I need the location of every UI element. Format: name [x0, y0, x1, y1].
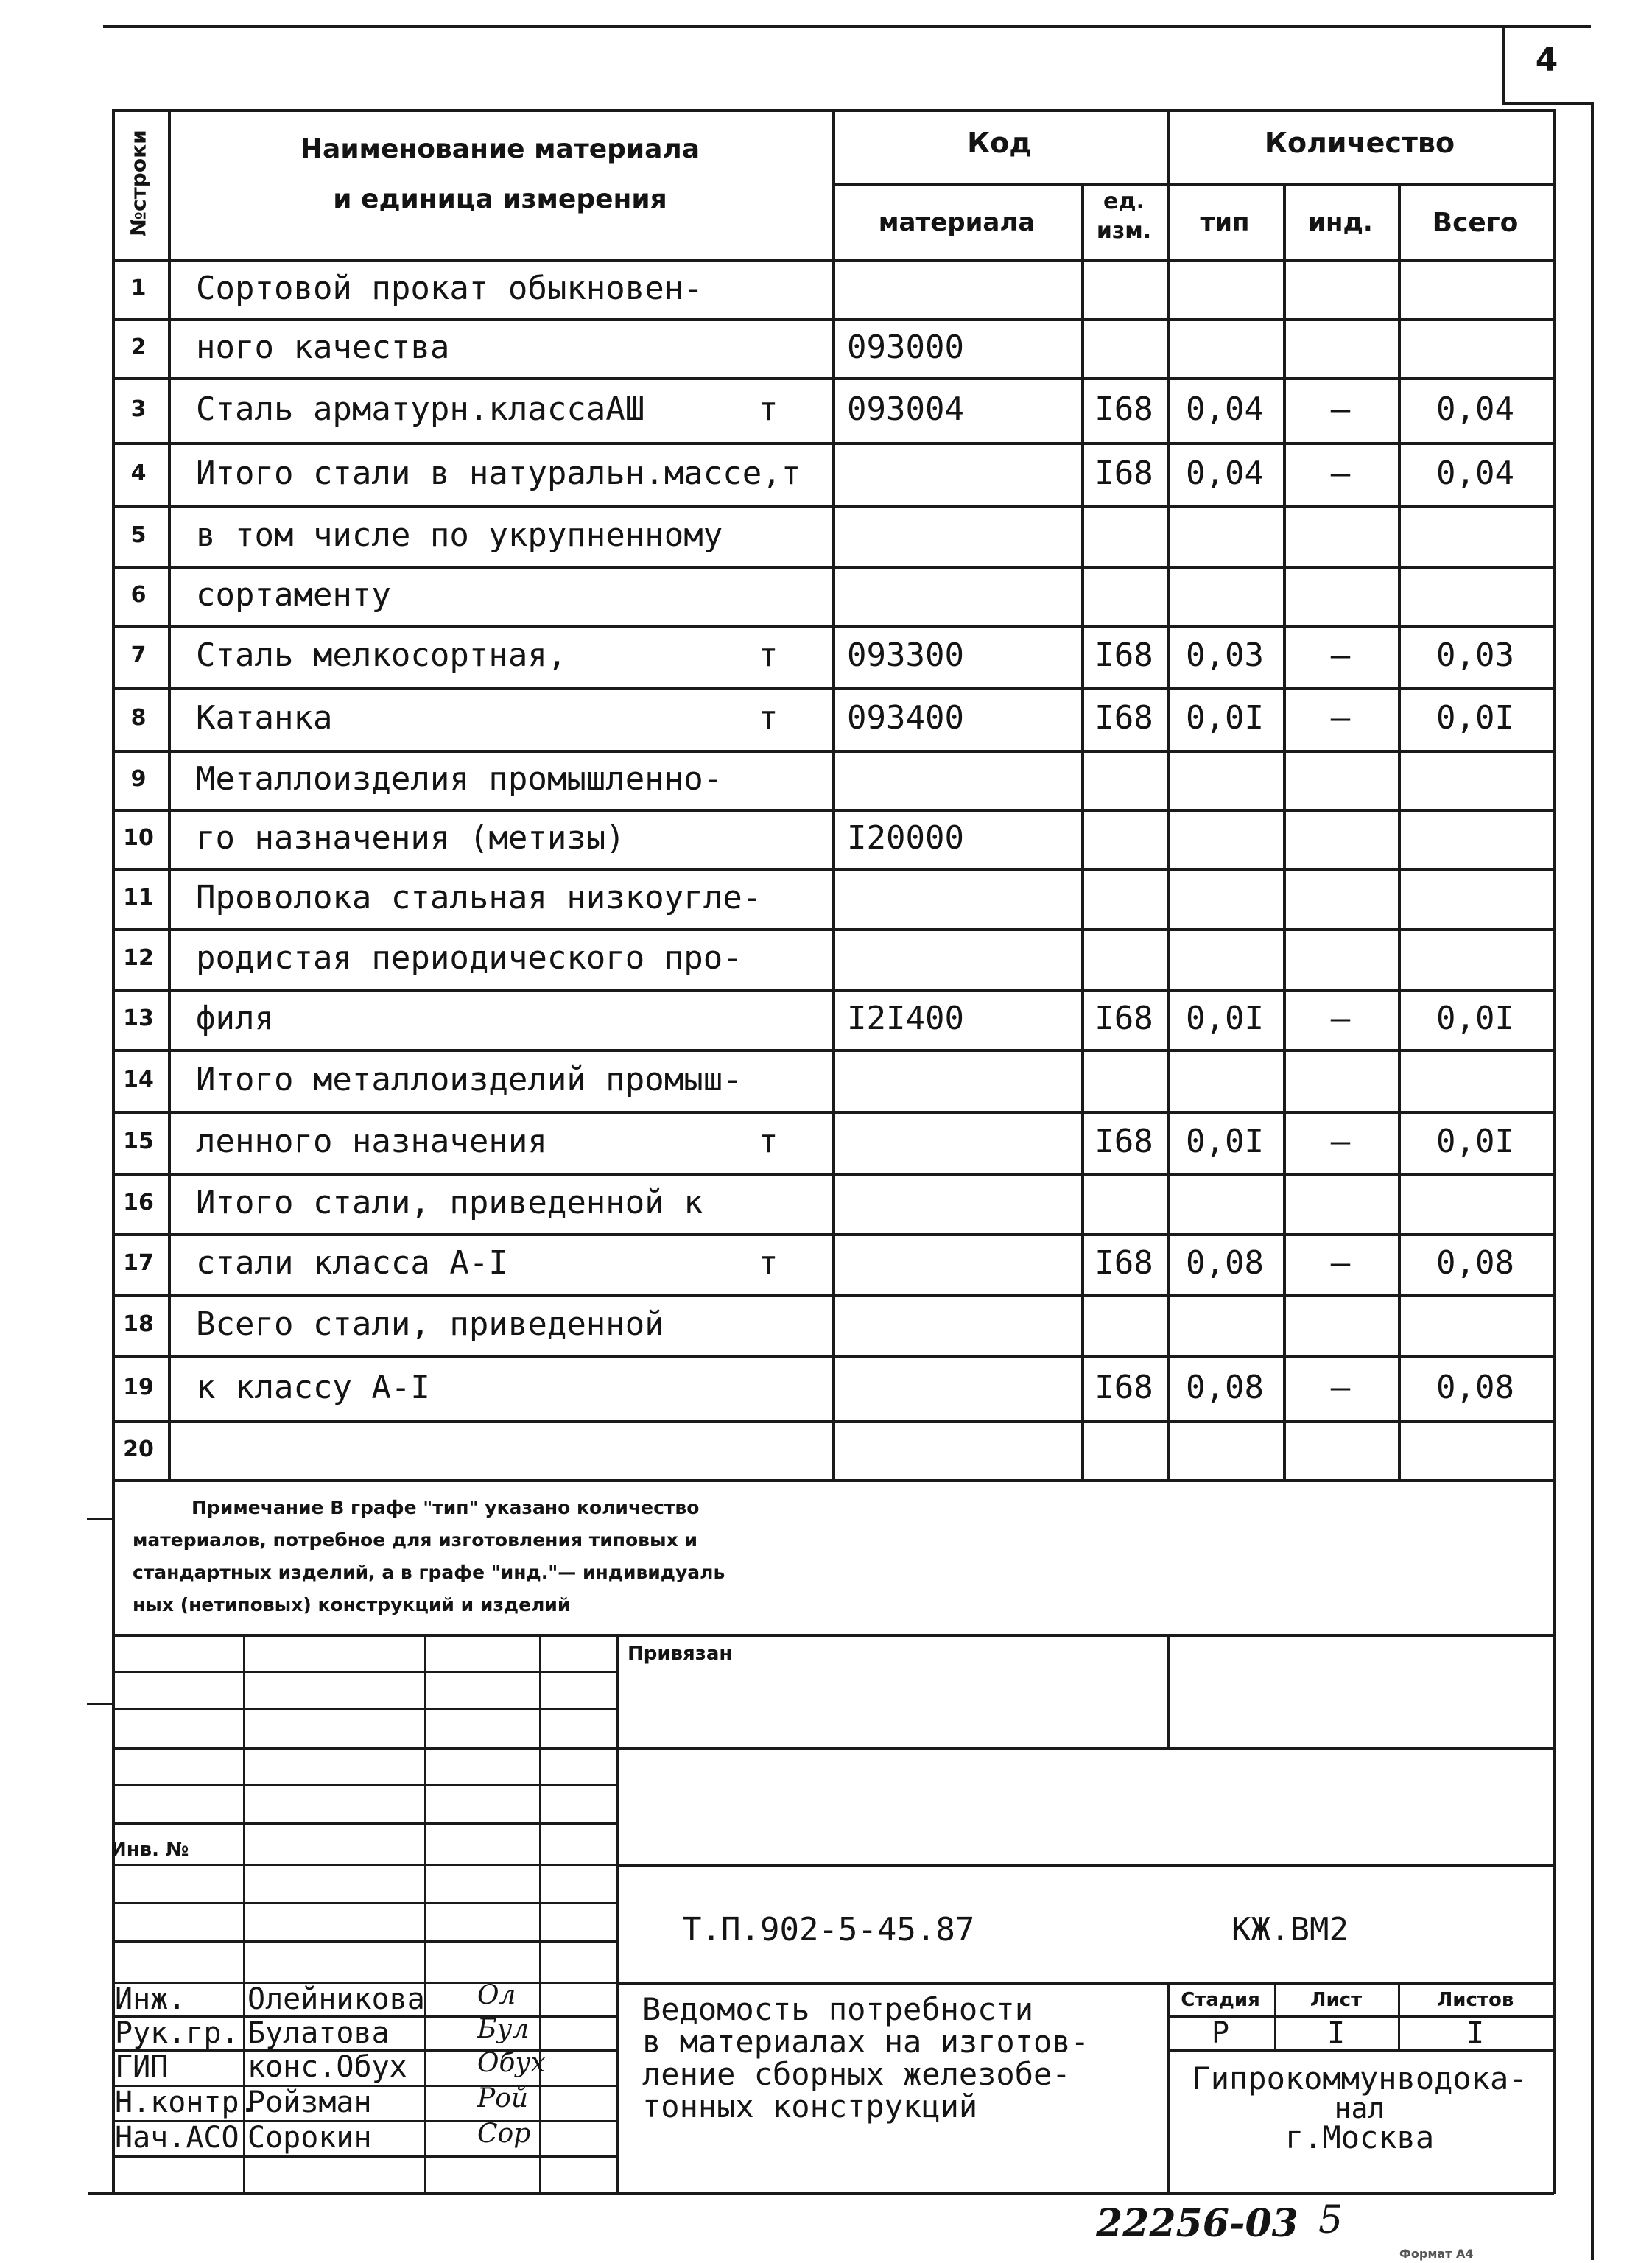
signer-name: Олейникова: [247, 1982, 425, 2016]
sheet-label: Лист: [1310, 1989, 1363, 2011]
sheets-label: Листов: [1436, 1989, 1514, 2011]
row-separator: [112, 1294, 1554, 1297]
note-line4: ных (нетиповых) конструкций и изделий: [133, 1594, 571, 1615]
stamp-bottom: [88, 2192, 1554, 2195]
right-margin-line: [1591, 102, 1594, 2260]
signer-role: ГИП: [115, 2050, 169, 2084]
top-rule: [103, 25, 1591, 28]
material-name: родистая периодического про-: [196, 939, 742, 977]
row-number: 19: [123, 1375, 154, 1400]
row-number: 15: [123, 1129, 154, 1154]
row-number: 4: [130, 460, 147, 486]
left-margin-tick-2: [87, 1703, 112, 1705]
stamp-grid-line: [112, 2155, 616, 2158]
privyazan-split: [1167, 1634, 1170, 1747]
handwritten-archive-number: 22256-03: [1096, 2201, 1298, 2246]
document-code: Т.П.902-5-45.87: [682, 1911, 975, 1948]
organization-city: г.Москва: [1284, 2119, 1435, 2155]
unit-mark: т: [759, 390, 778, 428]
unit-code: I68: [1094, 1000, 1153, 1037]
qty-total: 0,0I: [1436, 699, 1514, 737]
unit-header-line2: изм.: [1096, 218, 1152, 244]
row-separator: [112, 566, 1554, 569]
signature: Ол: [477, 1980, 516, 2010]
material-code: I2I400: [847, 1000, 964, 1037]
signer-name: Ройзман: [247, 2085, 372, 2119]
page-number: 4: [1535, 41, 1558, 79]
material-code: 093300: [847, 636, 964, 674]
stamp-col-2: [424, 1634, 426, 2194]
row-separator: [112, 1420, 1554, 1423]
stamp-grid-line: [112, 1822, 616, 1825]
signer-role: Рук.гр.: [115, 2016, 239, 2050]
header-bottom-line: [112, 259, 1554, 262]
unit-code: I68: [1094, 455, 1153, 492]
title-line1: Ведомость потребности: [642, 1991, 1034, 2027]
row-separator: [112, 318, 1554, 321]
material-name: сортаменту: [196, 576, 391, 614]
unit-mark: т: [759, 1244, 778, 1282]
material-name: в том числе по укрупненному: [196, 516, 723, 554]
row-number: 8: [130, 705, 147, 731]
qty-total: 0,08: [1436, 1369, 1514, 1406]
privyazan-bottom: [616, 1747, 1553, 1750]
qty-total: 0,04: [1436, 455, 1514, 492]
unit-header-line1: ед.: [1103, 189, 1145, 214]
material-code: I20000: [847, 819, 964, 857]
qty-typ: 0,0I: [1186, 1000, 1264, 1037]
row-separator: [112, 750, 1554, 753]
title-line2: в материалах на изготов-: [642, 2024, 1089, 2060]
sheet-value: I: [1326, 2016, 1346, 2050]
row-separator: [112, 1111, 1554, 1114]
left-margin-tick-1: [87, 1518, 112, 1520]
material-name: Сталь арматурн.классаАШ: [196, 390, 645, 428]
unit-mark: т: [759, 699, 778, 737]
material-name: Итого металлоизделий промыш-: [196, 1061, 742, 1098]
stamp-grid-line: [112, 1708, 616, 1710]
row-separator: [112, 687, 1554, 690]
row-separator: [112, 625, 1554, 628]
qty-ind: –: [1330, 699, 1351, 737]
unit-code: I68: [1094, 1244, 1153, 1282]
page-number-box-bottom: [1502, 102, 1591, 105]
col-line-num: [168, 109, 171, 1481]
header-mid-line: [832, 183, 1553, 186]
row-number: 5: [130, 522, 147, 548]
unit-code: I68: [1094, 636, 1153, 674]
total-header: Всего: [1432, 208, 1519, 238]
material-code-header: материала: [878, 208, 1036, 237]
note-line3: стандартных изделий, а в графе "инд."— индивидуаль: [133, 1562, 725, 1583]
quantity-header: Количество: [1264, 127, 1455, 159]
qty-typ: 0,08: [1186, 1244, 1264, 1282]
row-number: 16: [123, 1190, 154, 1215]
row-number: 13: [123, 1006, 154, 1031]
qty-typ: 0,04: [1186, 390, 1264, 428]
material-name: Сортовой прокат обыкновен-: [196, 270, 703, 307]
row-number: 10: [123, 825, 154, 851]
material-name: го назначения (метизы): [196, 819, 625, 857]
qty-ind: –: [1330, 1123, 1351, 1160]
row-number: 2: [130, 334, 147, 360]
material-name: Сталь мелкосортная,: [196, 636, 567, 674]
row-number: 18: [123, 1311, 154, 1337]
material-name: Металлоизделия промышленно-: [196, 760, 723, 798]
row-separator: [112, 1233, 1554, 1236]
signer-role: Н.контр.: [115, 2085, 257, 2119]
title-top: [616, 1982, 1553, 1985]
row-number: 17: [123, 1250, 154, 1276]
doc-code-top: [616, 1864, 1553, 1867]
stamp-grid-line: [112, 1747, 616, 1750]
signer-name: конс.Обух: [247, 2050, 407, 2084]
stamp-grid-line: [112, 1784, 616, 1786]
unit-code: I68: [1094, 699, 1153, 737]
material-name: Катанка: [196, 699, 333, 737]
privyazan-label: Привязан: [628, 1643, 733, 1665]
handwritten-page-number: 5: [1318, 2198, 1343, 2242]
material-name: Итого стали в натуральн.массе,т: [196, 455, 801, 492]
qty-typ: 0,04: [1186, 455, 1264, 492]
qty-ind: –: [1330, 636, 1351, 674]
qty-typ: 0,08: [1186, 1369, 1264, 1406]
qty-total: 0,04: [1436, 390, 1514, 428]
material-name: стали класса А-I: [196, 1244, 508, 1282]
format-label: Формат А4: [1399, 2247, 1474, 2261]
qty-typ: 0,03: [1186, 636, 1264, 674]
qty-total: 0,03: [1436, 636, 1514, 674]
material-code: 093004: [847, 390, 964, 428]
note-line1: Примечание В графе "тип" указано количество: [191, 1497, 700, 1518]
row-number: 7: [130, 642, 147, 668]
sheets-value: I: [1466, 2016, 1485, 2050]
title-line3: ление сборных железобе-: [642, 2056, 1071, 2092]
signature: Бул: [477, 2014, 530, 2044]
row-separator: [112, 989, 1554, 992]
signature: Сор: [477, 2119, 531, 2149]
row-separator: [112, 1173, 1554, 1176]
signer-name: Сорокин: [247, 2121, 372, 2155]
material-code: 093000: [847, 329, 964, 366]
inventory-label: Инв. №: [110, 1839, 189, 1861]
qty-ind: –: [1330, 1000, 1351, 1037]
document-suffix: КЖ.ВМ2: [1231, 1911, 1349, 1948]
organization-line2: нал: [1334, 2092, 1385, 2125]
row-number: 6: [130, 582, 147, 608]
unit-mark: т: [759, 1123, 778, 1160]
row-separator: [112, 505, 1554, 508]
table-body-bottom: [112, 1479, 1554, 1482]
qty-ind: –: [1330, 390, 1351, 428]
row-number: 1: [130, 276, 147, 301]
material-name: ленного назначения: [196, 1123, 547, 1160]
stamp-grid-line: [112, 1940, 616, 1943]
col-line-code: [832, 109, 835, 1481]
ind-header: инд.: [1308, 208, 1373, 237]
row-number: 9: [130, 766, 147, 792]
signer-role: Инж.: [115, 1982, 186, 2016]
typ-header: тип: [1200, 208, 1250, 237]
qty-total: 0,08: [1436, 1244, 1514, 1282]
signer-role: Нач.АСО: [115, 2121, 239, 2155]
organization-line1: Гипрокоммунводока-: [1192, 2060, 1528, 2097]
row-separator: [112, 1355, 1554, 1358]
row-number-header: №строки: [126, 130, 151, 236]
row-number: 12: [123, 945, 154, 971]
unit-code: I68: [1094, 1123, 1153, 1160]
row-number: 20: [123, 1436, 154, 1462]
row-number: 3: [130, 396, 147, 422]
stamp-grid-line: [112, 1671, 616, 1673]
name-header-line1: Наименование материала: [300, 134, 700, 164]
signature: Обух: [477, 2048, 546, 2078]
unit-mark: т: [759, 636, 778, 674]
qty-typ: 0,0I: [1186, 1123, 1264, 1160]
table-right-border: [1553, 109, 1556, 2194]
stamp-grid-line: [112, 1864, 616, 1866]
code-header: Код: [967, 127, 1032, 159]
note-line2: материалов, потребное для изготовления типовых и: [133, 1529, 697, 1551]
stamp-col-3: [539, 1634, 541, 2194]
row-separator: [112, 377, 1554, 380]
material-name: Всего стали, приведенной: [196, 1305, 664, 1343]
stamp-col-4: [616, 1634, 619, 2194]
stage-value: Р: [1211, 2016, 1230, 2050]
row-number: 14: [123, 1067, 154, 1092]
unit-code: I68: [1094, 1369, 1153, 1406]
qty-total: 0,0I: [1436, 1123, 1514, 1160]
row-separator: [112, 868, 1554, 871]
material-name: ного качества: [196, 329, 450, 366]
note-bottom-line: [112, 1634, 1554, 1637]
unit-code: I68: [1094, 390, 1153, 428]
material-name: Итого стали, приведенной к: [196, 1184, 703, 1221]
title-line4: тонных конструкций: [642, 2088, 978, 2125]
row-separator: [112, 442, 1554, 445]
material-name: к классу А-I: [196, 1369, 430, 1406]
signature: Рой: [477, 2083, 529, 2113]
row-separator: [112, 1049, 1554, 1052]
row-separator: [112, 928, 1554, 931]
stamp-grid-line: [112, 1902, 616, 1904]
qty-ind: –: [1330, 455, 1351, 492]
stage-label: Стадия: [1181, 1989, 1260, 2011]
qty-ind: –: [1330, 1369, 1351, 1406]
qty-typ: 0,0I: [1186, 699, 1264, 737]
qty-ind: –: [1330, 1244, 1351, 1282]
qty-total: 0,0I: [1436, 1000, 1514, 1037]
name-header-line2: и единица измерения: [333, 184, 667, 214]
material-name: Проволока стальная низкоугле-: [196, 879, 762, 916]
material-code: 093400: [847, 699, 964, 737]
row-separator: [112, 809, 1554, 812]
signer-name: Булатова: [247, 2016, 390, 2050]
row-number: 11: [123, 885, 154, 911]
material-name: филя: [196, 1000, 274, 1037]
